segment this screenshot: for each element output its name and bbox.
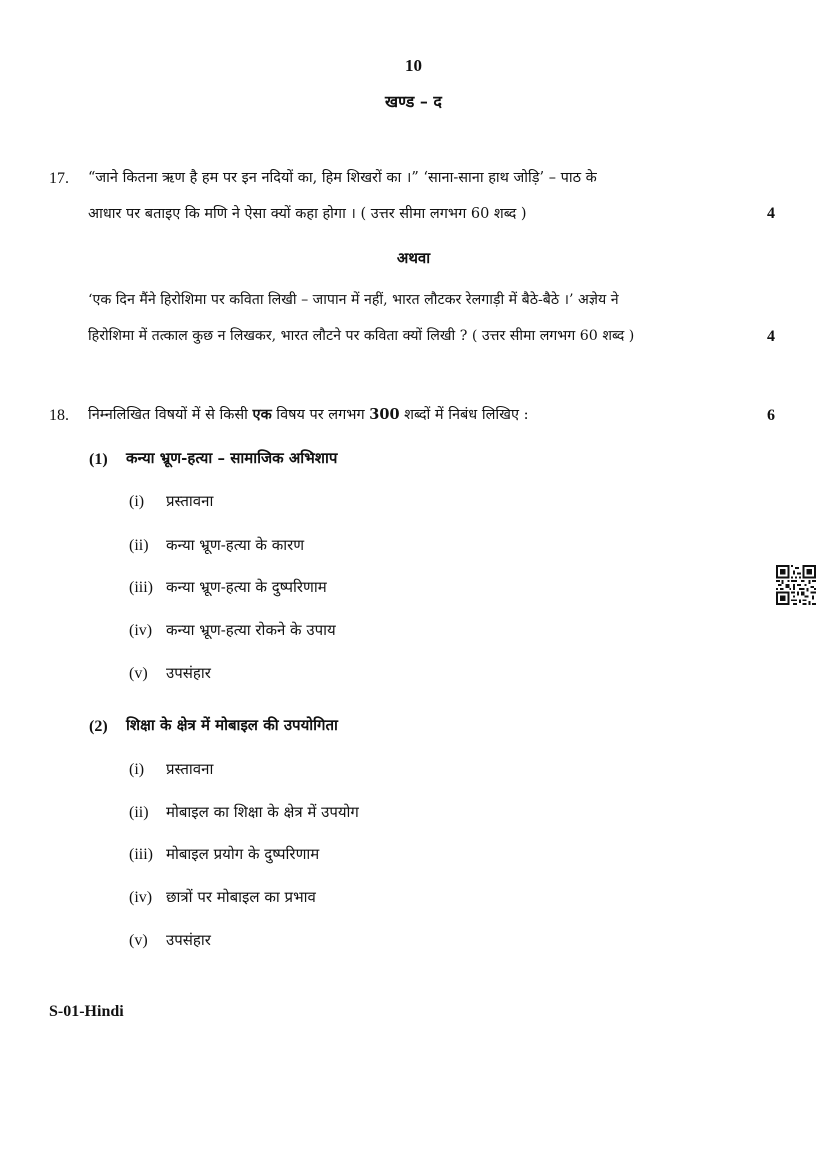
topic-2-point-2-number: (ii) [129,804,149,821]
topic-1-point-3-text: कन्या भ्रूण-हत्या के दुष्परिणाम [166,578,327,596]
topic-2-point-2-text: मोबाइल का शिक्षा के क्षेत्र में उपयोग [166,803,359,821]
question-17-alt-line-1: ‘एक दिन मैंने हिरोशिमा पर कविता लिखी – जापान में नहीं, भारत लौटकर रेलगाड़ी में बैठे-बैठे ।’ अज्ञेय ने [88,292,619,308]
question-18-number: 18. [49,407,69,424]
topic-2-point-3-text: मोबाइल प्रयोग के दुष्परिणाम [166,845,320,863]
topic-1-point-5-number: (v) [129,665,148,682]
topic-1-title: कन्या भ्रूण-हत्या – सामाजिक अभिशाप [126,449,338,467]
topic-1-point-2-number: (ii) [129,537,149,554]
topic-1-point-3-number: (iii) [129,579,153,596]
section-title: खण्ड – द [385,92,442,111]
question-17-alt-marks: 4 [767,328,775,345]
topic-2-point-4-number: (iv) [129,889,153,906]
topic-2-number: (2) [89,718,108,735]
footer-paper-code: S-01-Hindi [49,1003,124,1020]
question-18-marks: 6 [767,407,775,424]
topic-1-point-2-text: कन्या भ्रूण-हत्या के कारण [166,536,305,554]
or-label: अथवा [396,249,431,267]
topic-2-point-5-text: उपसंहार [166,931,211,949]
question-17-marks: 4 [767,205,775,222]
prompt-word-count: 300 [369,406,400,423]
prompt-text-2: विषय पर लगभग [271,407,370,423]
topic-2-point-1-text: प्रस्तावना [166,760,214,778]
topic-2-point-4-text: छात्रों पर मोबाइल का प्रभाव [166,888,316,906]
topic-1-point-1-text: प्रस्तावना [166,492,214,510]
topic-2-title: शिक्षा के क्षेत्र में मोबाइल की उपयोगिता [126,716,338,734]
qr-code-icon [776,565,816,605]
topic-1-point-4-number: (iv) [129,622,153,639]
topic-1-point-5-text: उपसंहार [166,664,211,682]
question-17-line-1: “जाने कितना ऋण है हम पर इन नदियों का, हिम शिखरों का ।” ‘साना-साना हाथ जोड़ि’ – पाठ के [88,170,597,186]
topic-2-point-1-number: (i) [129,761,145,778]
prompt-text-1: निम्नलिखित विषयों में से किसी [88,407,253,423]
prompt-text-3: शब्दों में निबंध लिखिए : [399,407,529,423]
question-17-number: 17. [49,170,69,187]
topic-2-point-3-number: (iii) [129,846,153,863]
topic-1-number: (1) [89,451,108,468]
prompt-emphasis: एक [252,406,272,423]
question-18-prompt [88,405,529,425]
topic-1-point-4-text: कन्या भ्रूण-हत्या रोकने के उपाय [166,621,336,639]
question-17-line-2: आधार पर बताइए कि मणि ने ऐसा क्यों कहा होगा । ( उत्तर सीमा लगभग 60 शब्द ) [88,206,527,222]
question-17-alt-line-2: हिरोशिमा में तत्काल कुछ न लिखकर, भारत लौटने पर कविता क्यों लिखी ? ( उत्तर सीमा लगभग 60 शब्द ) [88,328,635,344]
topic-2-point-5-number: (v) [129,932,148,949]
topic-1-point-1-number: (i) [129,493,145,510]
page-number: 10 [405,56,422,75]
